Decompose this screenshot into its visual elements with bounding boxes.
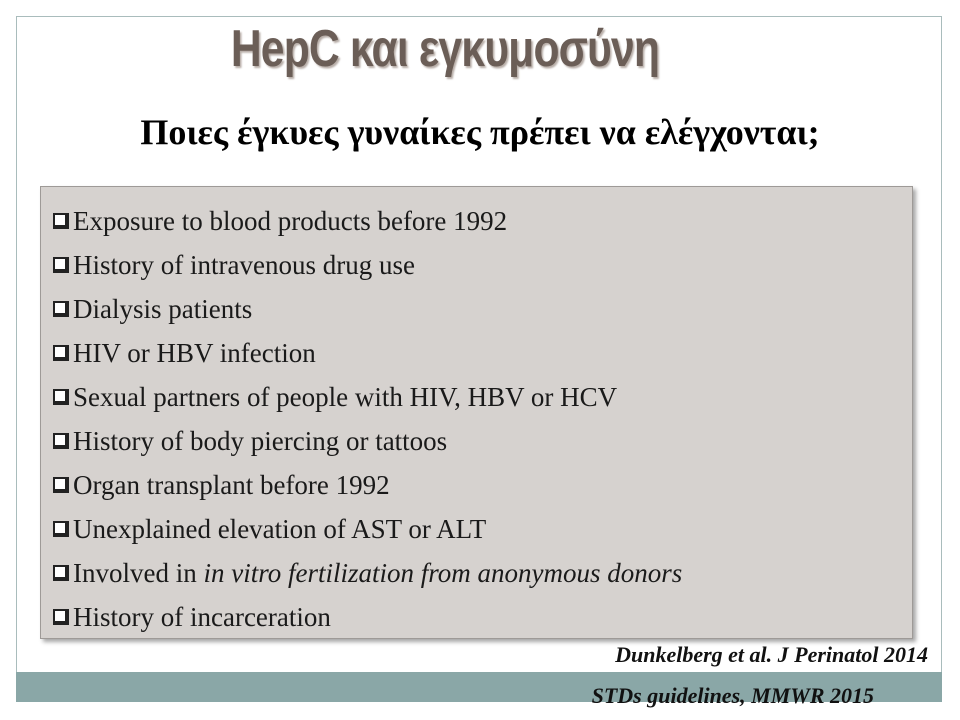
criteria-text: HIV or HBV infection: [73, 337, 316, 368]
slide-title: HepC και εγκυμοσύνη: [230, 20, 660, 78]
criteria-item: [53, 331, 912, 375]
reference-citation: Dunkelberg et al. J Perinatol 2014: [615, 642, 928, 667]
checkbox-icon: [53, 477, 69, 493]
criteria-text: Unexplained elevation of AST or ALT: [73, 513, 487, 544]
checkbox-icon: [53, 521, 69, 537]
checkbox-icon: [53, 609, 69, 625]
criteria-text-plain: Involved in: [73, 557, 204, 588]
slide-subtitle: Ποιες έγκυες γυναίκες πρέπει να ελέγχονται;: [140, 112, 820, 152]
checkbox-icon: [53, 257, 69, 273]
checkbox-icon: [53, 565, 69, 581]
reference-citation: STDs guidelines, MMWR 2015: [591, 683, 874, 708]
criteria-text-italic: in vitro fertilization from anonymous donors: [203, 557, 683, 588]
checkbox-icon: [53, 345, 69, 361]
criteria-text: Organ transplant before 1992: [73, 469, 390, 500]
checkbox-icon: [53, 301, 69, 317]
criteria-box: [40, 186, 913, 639]
criteria-item: [53, 419, 912, 463]
criteria-item: [53, 551, 912, 595]
criteria-item: [53, 199, 912, 243]
criteria-item: [53, 375, 912, 419]
criteria-text: History of intravenous drug use: [73, 249, 415, 280]
criteria-text: History of incarceration: [73, 601, 331, 632]
criteria-item: [53, 595, 912, 639]
criteria-item: [53, 507, 912, 551]
criteria-text: History of body piercing or tattoos: [73, 425, 448, 456]
criteria-text: [73, 558, 682, 589]
criteria-item: [53, 243, 912, 287]
criteria-item: [53, 287, 912, 331]
criteria-text: Exposure to blood products before 1992: [73, 205, 508, 236]
criteria-text: Dialysis patients: [73, 293, 253, 324]
criteria-item: [53, 463, 912, 507]
checkbox-icon: [53, 433, 69, 449]
checkbox-icon: [53, 213, 69, 229]
checkbox-icon: [53, 389, 69, 405]
criteria-text: Sexual partners of people with HIV, HBV or HCV: [73, 381, 618, 412]
